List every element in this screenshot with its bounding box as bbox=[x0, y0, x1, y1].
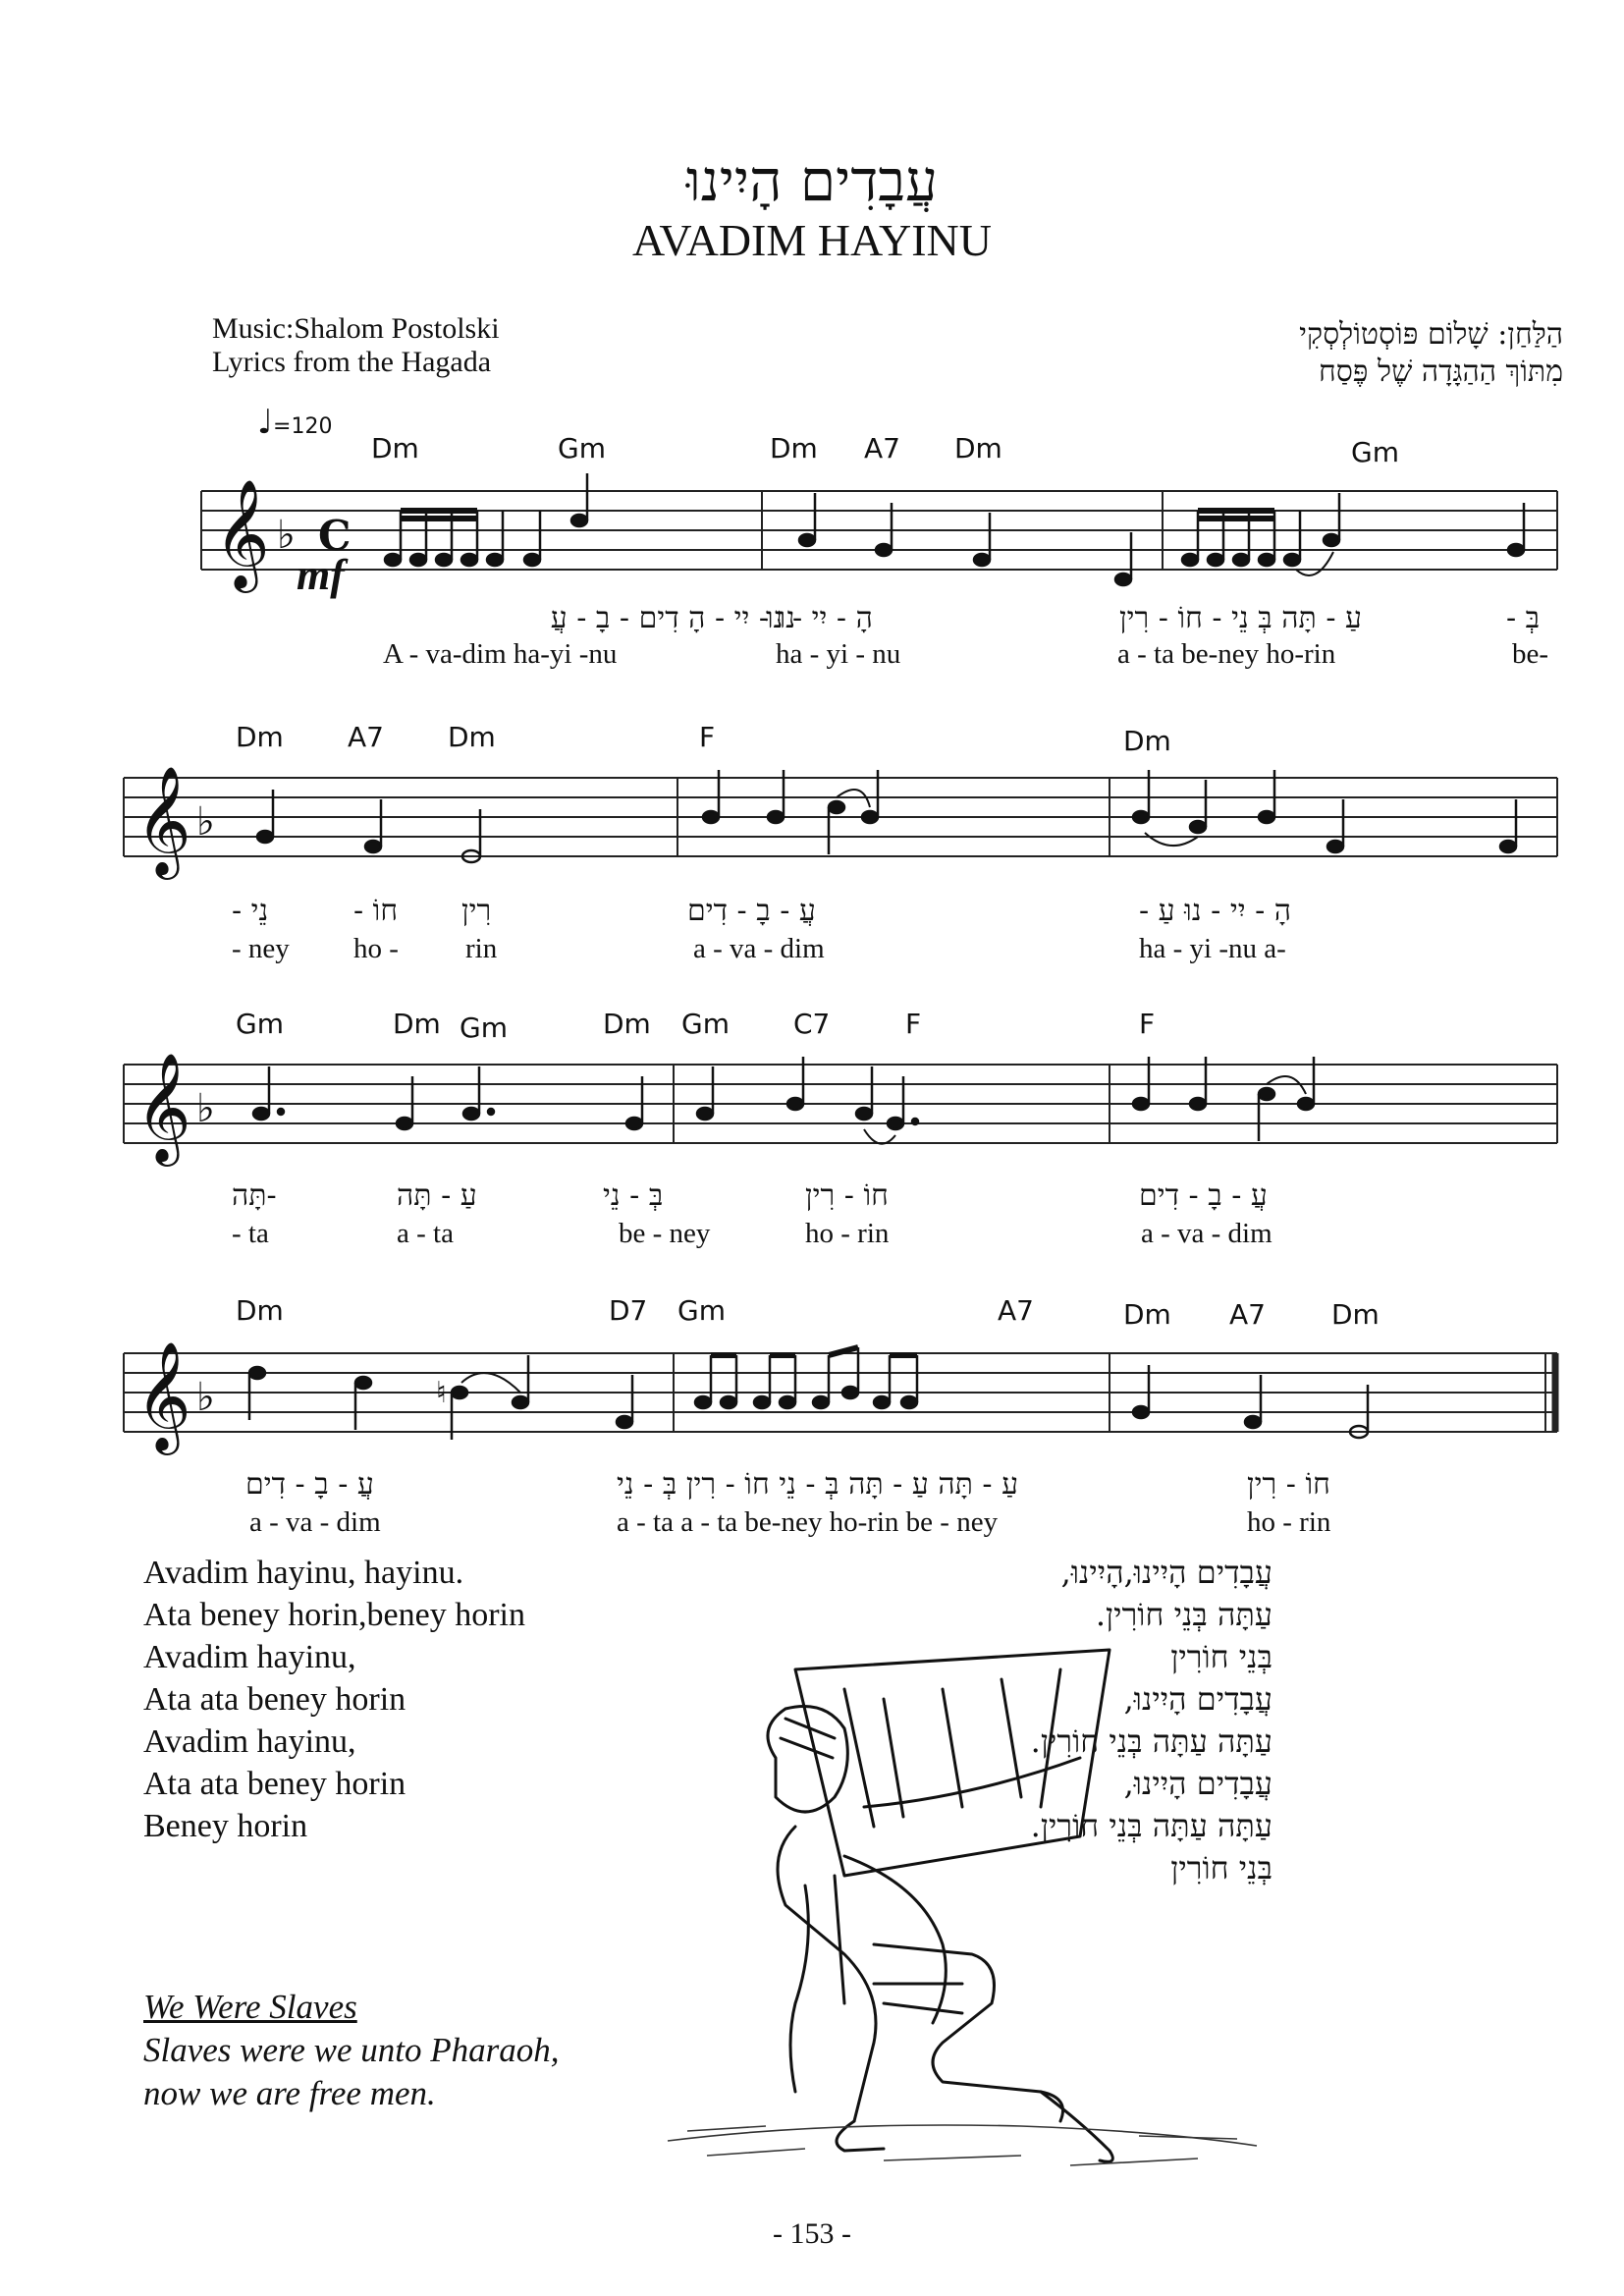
verse-line: Ata ata beney horin bbox=[143, 1766, 406, 1802]
lyric-hebrew: בְּ - bbox=[1506, 601, 1541, 635]
lyric-hebrew: -תָּה bbox=[232, 1178, 277, 1213]
chord: Dm bbox=[393, 1008, 441, 1040]
natural-icon: ♮ bbox=[436, 1376, 447, 1410]
lyric-english: - ney bbox=[232, 933, 290, 964]
notes-system-3 bbox=[253, 1057, 1314, 1141]
lyric-english: be - ney bbox=[619, 1218, 711, 1249]
verse-line: Avadim hayinu, hayinu. bbox=[143, 1555, 464, 1591]
title-hebrew: עֲבָדִים הָיִינוּ bbox=[686, 147, 938, 214]
chord: F bbox=[905, 1008, 922, 1040]
lyric-english: ha - yi - nu bbox=[776, 638, 901, 670]
lyrics-credit: Lyrics from the Hagada bbox=[212, 346, 492, 378]
verse-line: Ata beney horin,beney horin bbox=[143, 1597, 525, 1633]
chord: Dm bbox=[371, 432, 419, 465]
flat-icon: ♭ bbox=[277, 513, 296, 558]
chord: F bbox=[699, 721, 716, 753]
chord: A7 bbox=[864, 432, 900, 465]
chord: Gm bbox=[558, 432, 606, 465]
lyric-hebrew: חוֹ - רִין bbox=[1247, 1467, 1330, 1502]
chord: A7 bbox=[1229, 1298, 1266, 1331]
chord: C7 bbox=[793, 1008, 831, 1040]
credits-english bbox=[212, 312, 500, 379]
chord: Dm bbox=[770, 432, 818, 465]
lyric-hebrew: עַ - תָּה עַ - תָּה בְּ - נֵי חוֹ - רִין בְּ - נֵי bbox=[617, 1467, 1019, 1502]
lyric-english: ho - rin bbox=[1247, 1506, 1331, 1538]
translation-line: now we are free men. bbox=[143, 2074, 436, 2112]
lyric-hebrew: חוֹ - רִין bbox=[805, 1178, 889, 1213]
chord: Gm bbox=[460, 1011, 508, 1044]
chord: A7 bbox=[348, 721, 384, 753]
dynamic-marking: mf bbox=[297, 551, 345, 599]
verse-line: Avadim hayinu, bbox=[143, 1639, 356, 1675]
lyric-english: a - va - dim bbox=[249, 1506, 381, 1538]
verse-line-hebrew: עֲבָדִים הָיִינוּ,הָיִינוּ, bbox=[1060, 1554, 1272, 1591]
verse-english bbox=[143, 1552, 525, 1847]
verse-line-hebrew: עַתָּה עַתָּה בְּנֵי חוֹרִין. bbox=[1030, 1807, 1272, 1844]
treble-clef-icon: 𝄞 bbox=[135, 765, 191, 875]
lyric-hebrew: עֲ - בָ - דִים bbox=[1139, 1178, 1268, 1213]
lyric-english: rin bbox=[465, 933, 498, 964]
verse-line: Beney horin bbox=[143, 1808, 308, 1844]
lyric-hebrew: עַ - תָּה בְּ נֵי - חוֹ - רִין bbox=[1119, 601, 1362, 635]
chord: Gm bbox=[236, 1008, 284, 1040]
chord: Dm bbox=[603, 1008, 651, 1040]
verse-line-hebrew: עֲבָדִים הָיִינוּ, bbox=[1123, 1765, 1272, 1802]
title-english: AVADIM HAYINU bbox=[632, 215, 992, 265]
lyric-english: ha - yi -nu a- bbox=[1139, 933, 1286, 964]
lyric-hebrew: בְּ - נֵי bbox=[603, 1178, 664, 1213]
lyric-english: a - va - dim bbox=[693, 933, 825, 964]
chord: Dm bbox=[1123, 1298, 1171, 1331]
lyric-english: a - va - dim bbox=[1141, 1218, 1272, 1249]
verse-line-hebrew: עַתָּה בְּנֵי חוֹרִין. bbox=[1095, 1596, 1272, 1633]
staff-system-3 bbox=[0, 1045, 1624, 1182]
chord: Gm bbox=[677, 1294, 726, 1327]
chord: Dm bbox=[1123, 725, 1171, 757]
verse-line: Ata ata beney horin bbox=[143, 1681, 406, 1718]
chord: Dm bbox=[954, 432, 1002, 465]
chord: Dm bbox=[236, 721, 284, 753]
translation-line: Slaves were we unto Pharaoh, bbox=[143, 2031, 560, 2069]
flat-icon: ♭ bbox=[196, 1375, 215, 1420]
lyrics-credit-hebrew: מִתּוֹךְ הַהַגָּדָה שֶׁל פֶּסַח bbox=[1318, 355, 1563, 389]
lyric-english: a - ta be-ney ho-rin bbox=[1117, 638, 1336, 670]
translation-title: We Were Slaves bbox=[143, 1988, 357, 2026]
lyric-hebrew: הָ - יִי - נוּ עַ - bbox=[1139, 894, 1292, 928]
flat-icon: ♭ bbox=[196, 1086, 215, 1131]
lyric-hebrew: עַ - תָּה bbox=[397, 1178, 477, 1213]
lyric-english: be- bbox=[1512, 638, 1549, 670]
lyric-hebrew: נֵי - bbox=[232, 894, 269, 928]
music-credit-hebrew: הַלַּחַן: שָׁלוֹם פּוֹסְטוֹלְסְקִי bbox=[1299, 317, 1563, 352]
common-time-icon: C bbox=[318, 512, 352, 560]
treble-clef-icon: 𝄞 bbox=[214, 478, 270, 588]
lyric-hebrew: חוֹ - bbox=[353, 894, 399, 928]
chord: F bbox=[1139, 1008, 1156, 1040]
lyric-english: A - va-dim ha-yi -nu bbox=[383, 638, 618, 670]
page-number: - 153 - bbox=[773, 2217, 851, 2250]
chord: Dm bbox=[448, 721, 496, 753]
verse-line-hebrew: עַתָּה עַתָּה בְּנֵי חוֹרִין. bbox=[1030, 1722, 1272, 1760]
treble-clef-icon: 𝄞 bbox=[135, 1340, 191, 1450]
lyric-english: a - ta a - ta be-ney ho-rin be - ney bbox=[617, 1506, 999, 1538]
credits-hebrew bbox=[1299, 316, 1563, 391]
kneeling-slave-illustration bbox=[648, 1630, 1276, 2180]
quarter-note-icon: ♩ bbox=[257, 403, 274, 442]
flat-icon: ♭ bbox=[196, 799, 215, 845]
lyric-hebrew: עֲ - בָ - דִים bbox=[245, 1467, 374, 1502]
verse-line-hebrew: בְּנֵי חוֹרִין bbox=[1170, 1849, 1272, 1886]
chord: Dm bbox=[1331, 1298, 1380, 1331]
lyric-hebrew: רִין bbox=[461, 894, 492, 928]
verse-line-hebrew: בְּנֵי חוֹרִין bbox=[1170, 1638, 1272, 1675]
chord: Dm bbox=[236, 1294, 284, 1327]
lyric-english: ho - bbox=[353, 933, 399, 964]
tempo-value: =120 bbox=[273, 414, 333, 439]
chord: D7 bbox=[609, 1294, 648, 1327]
verse-line: Avadim hayinu, bbox=[143, 1723, 356, 1760]
music-credit: Music:Shalom Postolski bbox=[212, 312, 500, 345]
chord: A7 bbox=[998, 1294, 1034, 1327]
staff-system-2 bbox=[0, 758, 1624, 896]
verse-line-hebrew: עֲבָדִים הָיִינוּ, bbox=[1123, 1680, 1272, 1718]
lyric-english: a - ta bbox=[397, 1218, 454, 1249]
tempo-marking bbox=[257, 403, 332, 442]
staff-system-4 bbox=[0, 1334, 1624, 1471]
translation-block bbox=[143, 1986, 560, 2115]
chord: Gm bbox=[1351, 436, 1399, 468]
lyric-hebrew: הָ - יִי - נוּ bbox=[766, 601, 873, 635]
treble-clef-icon: 𝄞 bbox=[135, 1052, 191, 1162]
lyric-hebrew: עֲ - בָ - דִים bbox=[687, 894, 816, 928]
lyric-english: - ta bbox=[232, 1218, 269, 1249]
lyric-english: ho - rin bbox=[805, 1218, 890, 1249]
chord: Gm bbox=[681, 1008, 730, 1040]
staff-system-1 bbox=[0, 471, 1624, 609]
